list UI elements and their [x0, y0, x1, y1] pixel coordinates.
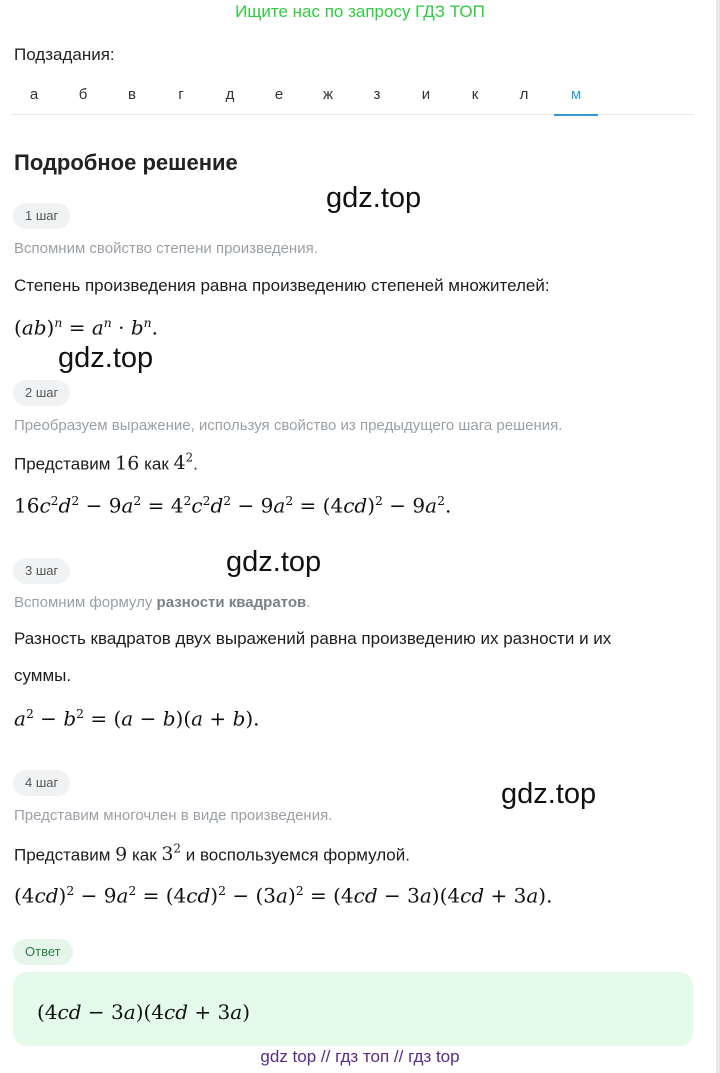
tab-m[interactable]: м [554, 78, 598, 116]
hint-bold: разности квадратов [156, 594, 307, 611]
tab-a[interactable]: а [29, 86, 39, 103]
footer-links[interactable]: gdz top // гдз топ // гдз top [260, 1047, 460, 1066]
watermark: gdz.top [226, 546, 322, 578]
formula: $a^2 - b^2 = (a - b)(a + b)$. [14, 706, 260, 731]
formula: $(4cd)^2 - 9a^2 = (4cd)^2 - (3a)^2 = (4cd - 3a)(4cd + 3a)$. [14, 883, 553, 908]
step-hint: Вспомним свойство степени произведения. [14, 240, 318, 257]
subtask-tabs [12, 78, 694, 115]
solution-title: Подробное решение [14, 150, 238, 175]
step-badge: 4 шаг [13, 770, 70, 796]
tab-d[interactable]: д [225, 86, 235, 103]
formula: $16c^2d^2 - 9a^2 = 4^2c^2d^2 - 9a^2 = (4cd)^2 - 9a^2$. [14, 493, 452, 518]
tab-z[interactable]: з [373, 86, 381, 103]
step-text: Степень произведения равна произведению степеней множителей: [14, 276, 550, 295]
tab-zh[interactable]: ж [322, 86, 334, 103]
hint-suffix: . [306, 594, 311, 611]
step-text: Представим 16 как $4^2$. [14, 451, 198, 475]
tab-l[interactable]: л [519, 86, 529, 103]
tab-b[interactable]: б [78, 86, 88, 103]
watermark: gdz.top [326, 182, 422, 214]
tab-e[interactable]: е [274, 86, 284, 103]
step-badge: 1 шаг [13, 203, 70, 229]
tab-i[interactable]: и [421, 86, 431, 103]
hint-prefix: Вспомним формулу [14, 594, 153, 611]
tab-k[interactable]: к [471, 86, 479, 103]
tab-v[interactable]: в [128, 86, 136, 103]
tab-g[interactable]: г [178, 86, 184, 103]
answer-formula: (4cd − 3a)(4cd + 3a) [37, 1000, 250, 1024]
promo-banner[interactable]: Ищите нас по запросу ГДЗ ТОП [235, 2, 485, 21]
answer-badge: Ответ [13, 939, 73, 965]
step-text: суммы. [14, 666, 72, 685]
step-badge: 3 шаг [13, 558, 70, 584]
subtasks-title: Подзадания: [14, 45, 115, 64]
formula: $(ab)^n = a^n \cdot b^n$. [14, 315, 158, 340]
answer-box [13, 972, 693, 1046]
watermark: gdz.top [58, 342, 154, 374]
step-text: Разность квадратов двух выражений равна произведению их разности и их [14, 629, 612, 648]
step-hint: Преобразуем выражение, используя свойство из предыдущего шага решения. [14, 417, 563, 434]
step-text: Представим 9 как $3^2$ и воспользуемся формулой. [14, 842, 410, 866]
step-hint [14, 594, 310, 611]
step-badge: 2 шаг [13, 380, 70, 406]
scrollbar[interactable] [716, 0, 720, 1073]
step-hint: Представим многочлен в виде произведения. [14, 807, 333, 824]
watermark: gdz.top [501, 778, 597, 810]
